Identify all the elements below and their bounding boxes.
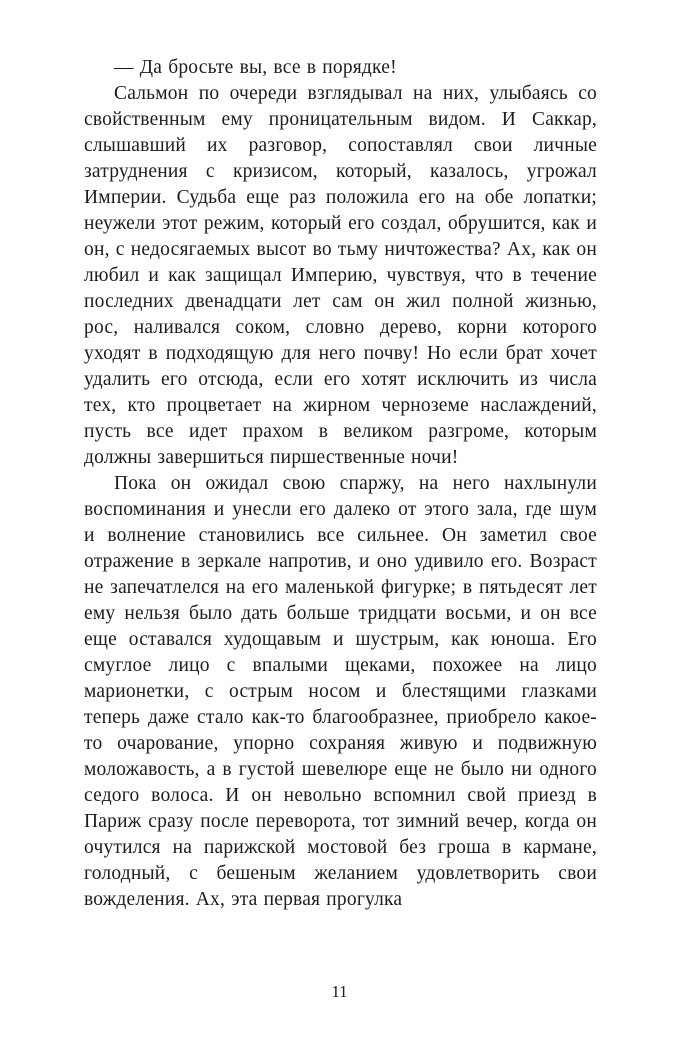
text-block — [84, 55, 597, 913]
paragraph: Пока он ожидал свою спаржу, на него нахлынули воспоминания и унесли его далеко от этого зала, где шум и волнение становились все сильнее. Он заметил свое отражение в зеркале напротив, и оно удивило его. Возраст не запечатлелся на его маленькой фигурке; в пятьдесят лет ему нельзя было дать больше тридцати восьми, и он все еще оставался худощавым и шустрым, как юноша. Его смуглое лицо с впалыми щеками, похожее на лицо марионетки, с острым носом и блестящими глазками теперь даже стало как-то благообразнее, приобрело какое-то очарование, упорно сохраняя живую и подвижную моложавость, а в густой шевелюре еще не было ни одного седого волоса. И он невольно вспомнил свой приезд в Париж сразу после переворота, тот зимний вечер, когда он очутился на парижской мостовой без гроша в кармане, голодный, с бешеным желанием удовлетворить свои вожделения. Ах, эта первая прогулка — [84, 473, 597, 910]
page-number: 11 — [331, 982, 348, 1001]
dialogue-line: — Да бросьте вы, все в порядке! — [114, 57, 397, 78]
paragraph: Сальмон по очереди взглядывал на них, улыбаясь со свойственным ему проницательным видом. И Саккар, слышавший их разговор, сопоставлял свои личные затруднения с кризисом, который, казалось, угрожал Империи. Судьба еще раз положила его на обе лопатки; неужели этот режим, который его создал, обрушится, как и он, с недосягаемых высот во тьму ничтожества? Ах, как он любил и как защищал Империю, чувствуя, что в течение последних двенадцати лет сам он жил полной жизнью, рос, наливался соком, словно дерево, корни которого уходят в подходящую для него почву! Но если брат хочет удалить его отсюда, если его хотят исключить из числа тех, кто процветает на жирном черноземе наслаждений, пусть все идет прахом в великом разгроме, которым должны завершиться пиршественные ночи! — [84, 83, 597, 468]
